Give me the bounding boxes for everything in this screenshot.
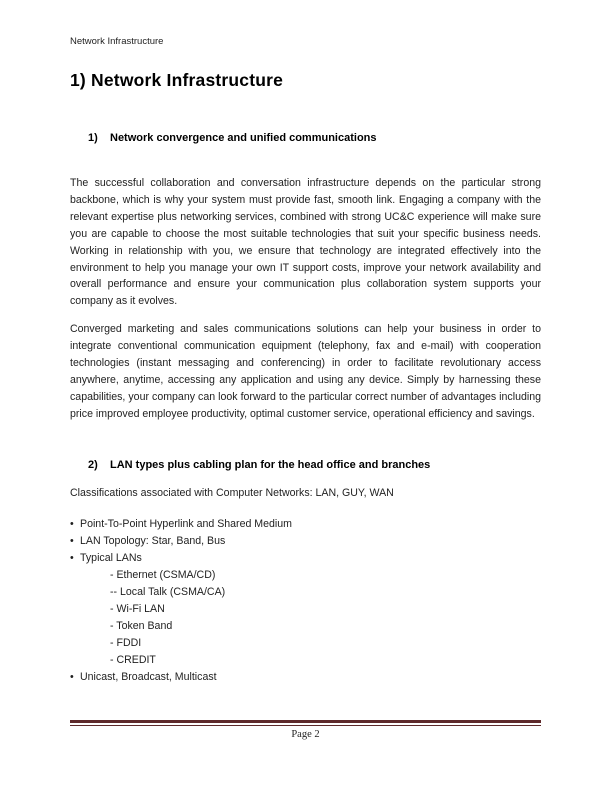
section-1-number: 1) (88, 132, 98, 144)
bullet-icon: • (70, 670, 74, 683)
bullet-icon: • (70, 534, 74, 547)
sub-list-item: - Token Band (110, 619, 173, 632)
lan-bullet-list (70, 516, 541, 686)
list-item-text: Point-To-Point Hyperlink and Shared Medium (80, 517, 292, 530)
section-1-heading-text: Network convergence and unified communications (110, 132, 377, 144)
list-item (70, 669, 541, 686)
section-1-paragraph-2: Converged marketing and sales communications solutions can help your business in order to integrate conventional communication equipment (telephony, fax and e-mail) with cooperation technologies (instant messaging and conferencing) in order to facilitate revolutionary access anywhere, anytime, accessing any application and using any device. Simply by harnessing these capabilities, your company can look forward to the particular correct number of advantages including price improved employee productivity, optimal customer service, operational efficiency and savings. (70, 323, 541, 420)
footer-rule-thick (70, 720, 541, 723)
bullet-icon: • (70, 551, 74, 564)
list-item-text: Typical LANs (80, 551, 142, 564)
list-item (70, 550, 541, 567)
list-item-text: Unicast, Broadcast, Multicast (80, 670, 217, 683)
list-item (70, 516, 541, 533)
section-2-number: 2) (88, 458, 98, 471)
section-2-heading-text: LAN types plus cabling plan for the head office and branches (110, 458, 431, 471)
footer-rule-thin (70, 725, 541, 726)
sub-list-item: -- Local Talk (CSMA/CA) (110, 585, 226, 598)
list-item (70, 533, 541, 550)
section-1-heading (70, 132, 541, 144)
page-content (70, 0, 541, 686)
classifications-line: Classifications associated with Computer Networks: LAN, GUY, WAN (70, 486, 394, 499)
sub-list-item: - Wi-Fi LAN (110, 602, 165, 615)
page-number: Page 2 (291, 728, 320, 740)
sub-list-item: - FDDI (110, 636, 142, 649)
sub-list-item: - Ethernet (CSMA/CD) (110, 568, 216, 581)
section-1-paragraph-1: The successful collaboration and conversation infrastructure depends on the particular strong backbone, which is why your system must provide fast, smooth link. Engaging a company with the relevant expertise plus networking services, combined with strong UC&C experience will make sure you are capable to choose the most suitable technologies that suit your specific business needs. Working in relationship with you, we ensure that technology are integrated effectively into the environment to help you manage your own IT support costs, improve your network availability and overall performance and ensure your communication plus collaboration system supports your company as it evolves. (70, 177, 541, 308)
sub-list-item: - CREDIT (110, 653, 156, 666)
page-title: 1) Network Infrastructure (70, 70, 284, 90)
running-header: Network Infrastructure (70, 36, 164, 47)
list-item-text: LAN Topology: Star, Band, Bus (80, 534, 226, 547)
page-footer (70, 720, 541, 740)
bullet-icon: • (70, 517, 74, 530)
section-2-heading (70, 459, 541, 471)
